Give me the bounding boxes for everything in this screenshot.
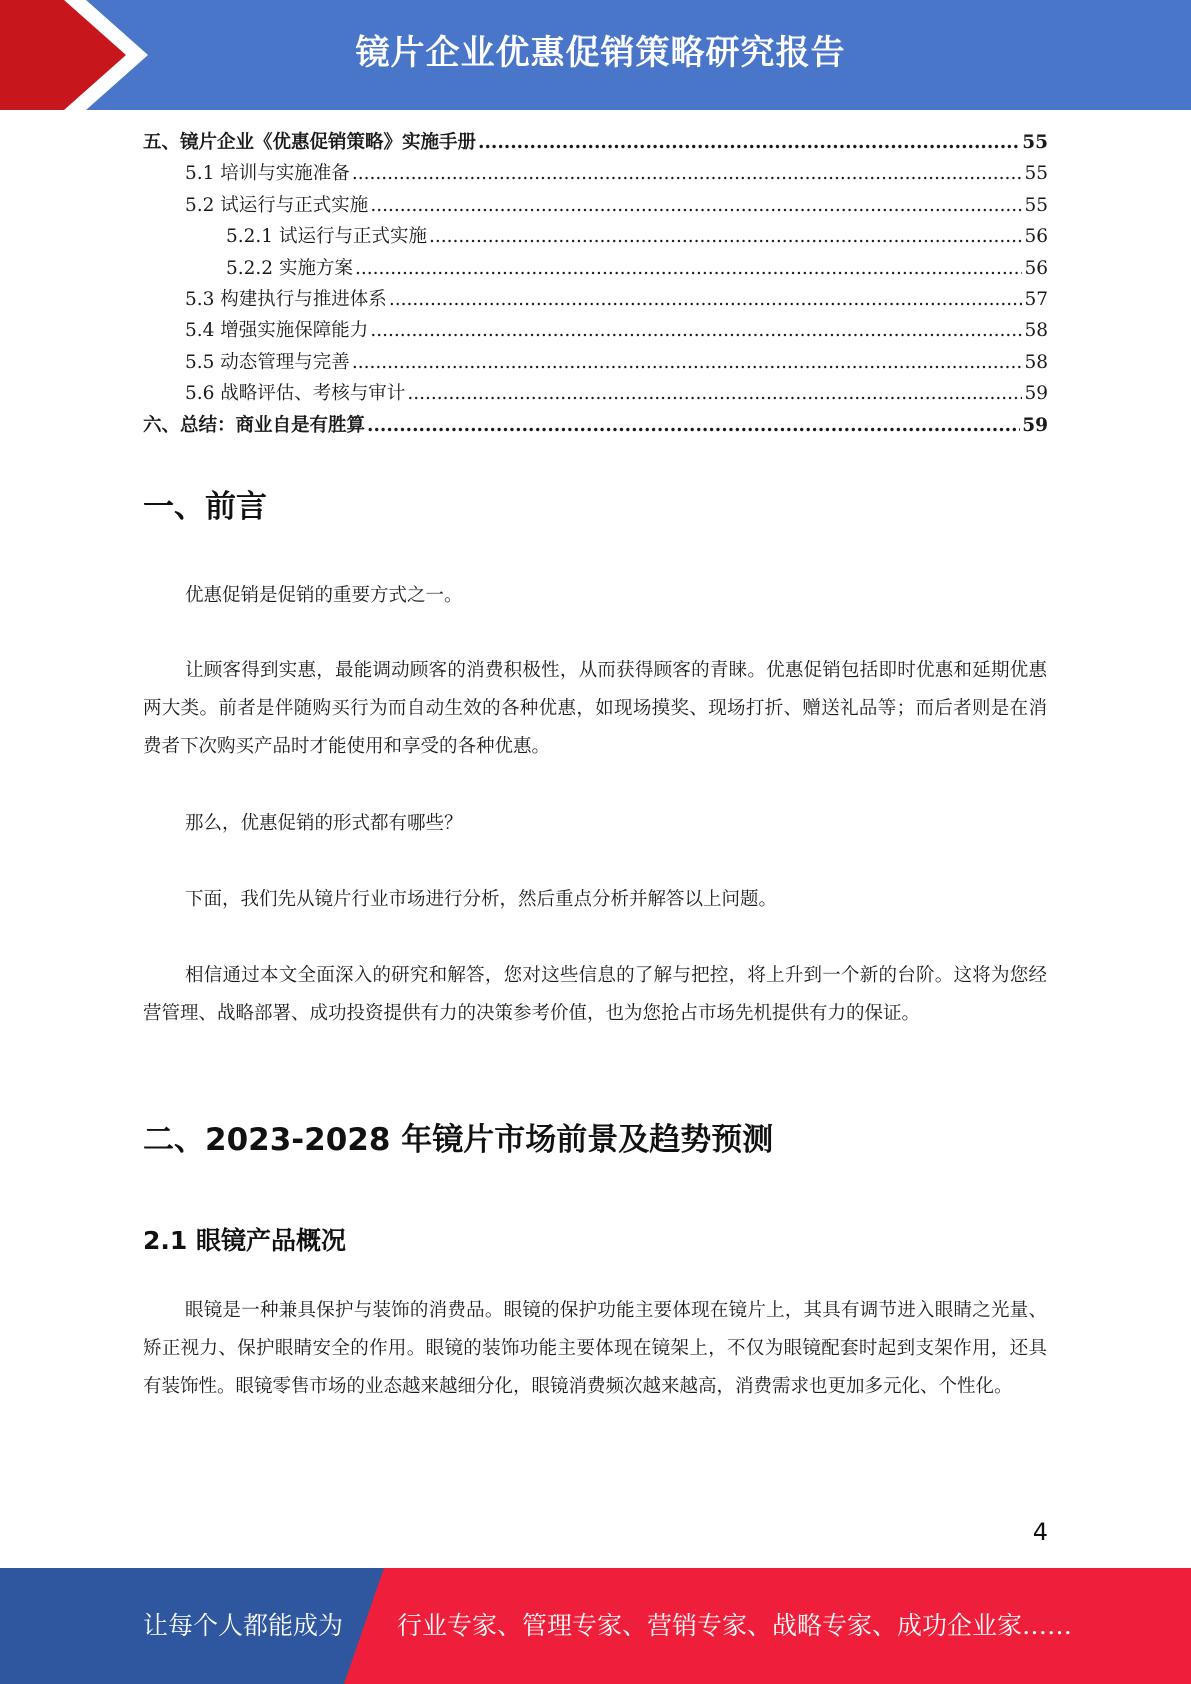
toc-entry[interactable] bbox=[143, 128, 1048, 159]
toc-leader-dots bbox=[429, 226, 1022, 247]
page-number: 4 bbox=[1032, 1518, 1048, 1546]
toc-entry-page: 59 bbox=[1024, 383, 1048, 405]
body-paragraph: 相信通过本文全面深入的研究和解答，您对这些信息的了解与把控，将上升到一个新的台阶。这将为您经营管理、战略部署、成功投资提供有力的决策参考价值，也为您抢占市场先机提供有力的保证。 bbox=[143, 965, 1047, 1024]
toc-entry-label: 5.2.2 实施方案 bbox=[226, 257, 353, 279]
toc-entry-label: 5.1 培训与实施准备 bbox=[185, 163, 350, 185]
body-paragraph: 让顾客得到实惠，最能调动顾客的消费积极性，从而获得顾客的青睐。优惠促销包括即时优惠和延期优惠两大类。前者是伴随购买行为而自动生效的各种优惠，如现场摸奖、现场打折、赠送礼品等；而后者则是在消费者下次购买产品时才能使用和享受的各种优惠。 bbox=[143, 660, 1047, 757]
subsection-heading-product-overview: 2.1 眼镜产品概况 bbox=[143, 1226, 346, 1255]
body-paragraph: 眼镜是一种兼具保护与装饰的消费品。眼镜的保护功能主要体现在镜片上，其具有调节进入眼睛之光量、矫正视力、保护眼睛安全的作用。眼镜的装饰功能主要体现在镜架上，不仅为眼镜配套时起到支架作用，还具有装饰性。眼镜零售市场的业态越来越细分化，眼镜消费频次越来越高，消费需求也更加多元化、个性化。 bbox=[143, 1300, 1047, 1397]
toc-entry[interactable] bbox=[143, 191, 1048, 222]
report-title: 镜片企业优惠促销策略研究报告 bbox=[355, 33, 846, 73]
toc-entry-page: 56 bbox=[1024, 257, 1048, 279]
toc-leader-dots bbox=[389, 289, 1023, 310]
toc-entry-label: 五、镜片企业《优惠促销策略》实施手册 bbox=[143, 132, 477, 153]
section-heading-preface: 一、前言 bbox=[143, 489, 267, 525]
toc-entry-page: 56 bbox=[1024, 226, 1048, 248]
toc-entry-page: 58 bbox=[1024, 320, 1048, 342]
toc-entry-label: 5.4 增强实施保障能力 bbox=[185, 320, 369, 342]
toc-entry-page: 58 bbox=[1024, 351, 1048, 373]
toc-entry[interactable] bbox=[143, 379, 1048, 410]
section-heading-market-forecast: 二、2023-2028 年镜片市场前景及趋势预测 bbox=[143, 1122, 774, 1158]
toc-entry[interactable] bbox=[143, 348, 1048, 379]
toc-entry-label: 5.6 战略评估、考核与审计 bbox=[185, 383, 406, 405]
toc-entry[interactable] bbox=[143, 222, 1048, 253]
body-paragraph: 优惠促销是促销的重要方式之一。 bbox=[185, 585, 463, 606]
toc-entry-label: 5.3 构建执行与推进体系 bbox=[185, 288, 387, 310]
footer-slogan-left: 让每个人都能成为 bbox=[143, 1611, 344, 1640]
toc-leader-dots bbox=[352, 352, 1023, 373]
toc-leader-dots bbox=[355, 258, 1023, 279]
footer-slogan-right: 行业专家、管理专家、营销专家、战略专家、成功企业家…… bbox=[397, 1611, 1073, 1640]
toc-entry-label: 5.5 动态管理与完善 bbox=[185, 351, 350, 373]
toc-entry-label: 5.2 试运行与正式实施 bbox=[185, 194, 369, 216]
page-footer bbox=[0, 1568, 1191, 1684]
toc-entry-page: 55 bbox=[1024, 163, 1048, 185]
toc-entry-page: 57 bbox=[1024, 288, 1048, 310]
toc-entry-page: 55 bbox=[1024, 194, 1048, 216]
toc-leader-dots bbox=[370, 195, 1022, 216]
table-of-contents bbox=[143, 128, 1048, 442]
toc-entry-page: 55 bbox=[1022, 132, 1048, 153]
toc-entry[interactable] bbox=[143, 316, 1048, 347]
page-header bbox=[0, 0, 1191, 110]
toc-entry-label: 六、总结：商业自是有胜算 bbox=[143, 414, 366, 436]
toc-entry[interactable] bbox=[143, 411, 1048, 442]
toc-entry-label: 5.2.1 试运行与正式实施 bbox=[226, 226, 427, 248]
toc-entry-page: 59 bbox=[1022, 414, 1048, 436]
toc-leader-dots bbox=[478, 132, 1020, 153]
toc-leader-dots bbox=[407, 383, 1022, 404]
toc-entry[interactable] bbox=[143, 159, 1048, 190]
body-paragraph: 下面，我们先从镜片行业市场进行分析，然后重点分析并解答以上问题。 bbox=[185, 889, 778, 910]
toc-leader-dots bbox=[370, 320, 1022, 341]
toc-leader-dots bbox=[352, 163, 1023, 184]
body-paragraph: 那么，优惠促销的形式都有哪些？ bbox=[185, 813, 463, 834]
toc-entry[interactable] bbox=[143, 285, 1048, 316]
toc-leader-dots bbox=[367, 415, 1020, 436]
toc-entry[interactable] bbox=[143, 254, 1048, 285]
